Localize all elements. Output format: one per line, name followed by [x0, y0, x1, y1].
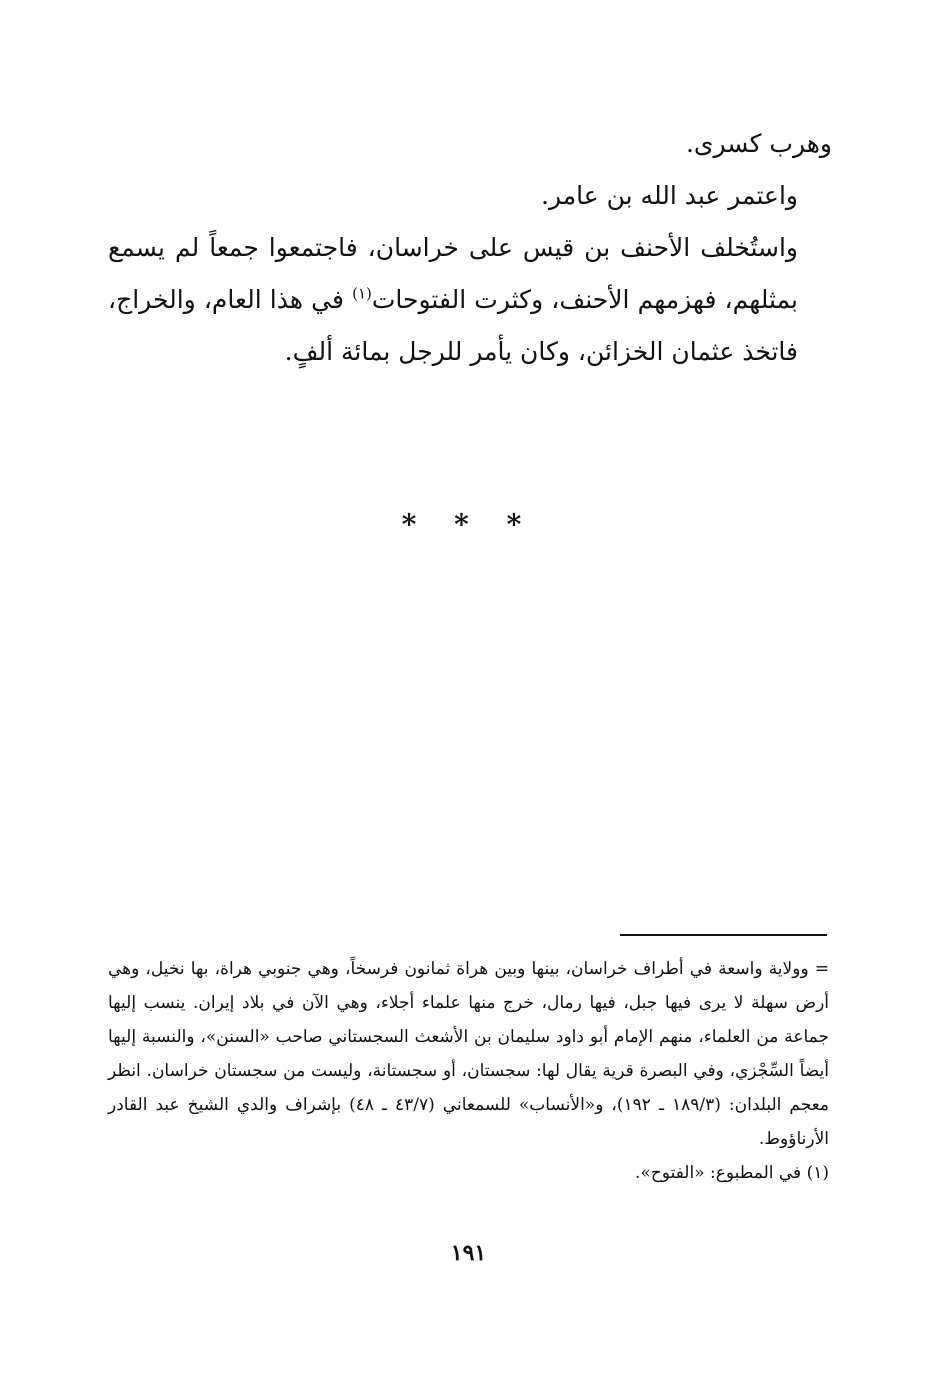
paragraph-1: وهرب كسرى.: [685, 129, 832, 158]
paragraph-3-part-1: واستُخلف الأحنف بن قيس على خراسان، فاجتمعوا جمعاً لم يسمع بمثلهم، فهزمهم الأحنف، وكثرت الفتوحات: [108, 233, 798, 314]
paragraph-2: واعتمر عبد الله بن عامر.: [541, 181, 798, 210]
paragraph-3-part-2: في هذا العام، والخراج، فاتخذ عثمان الخزائن، وكان يأمر للرجل بمائة ألفٍ.: [108, 285, 798, 366]
page-number: ١٩١: [450, 1240, 487, 1266]
footnote-divider: [620, 934, 827, 936]
section-separator: * * *: [401, 508, 536, 541]
footnote-1: (١) في المطبوع: «الفتوح».: [635, 1163, 829, 1183]
main-text: [108, 118, 832, 378]
footnote-continuation: = وولاية واسعة في أطراف خراسان، بينها وبين هراة ثمانون فرسخاً، وهي جنوبي هراة، بها نخيل، وهي أرض سهلة لا يرى فيها جبل، فيها رمال، خرج منها علماء أجلاء، وهي الآن في بلاد إيران. ينسب إليها جماعة من العلماء، منهم الإمام أبو داود سليمان بن الأشعث السجستاني صاحب «السنن»، والنسبة إليها أيضاً السِّجْزي، وفي البصرة قرية يقال لها: سجستان، أو سجستانة، وليست من سجستان خراسان. انظر معجم البلدان: (١٨٩/٣ ـ ١٩٢)، و«الأنساب» للسمعاني (٤٣/٧ ـ ٤٨) بإشراف والدي الشيخ عبد القادر الأرناؤوط.: [108, 959, 830, 1149]
footnotes: [108, 952, 829, 1190]
footnote-marker[interactable]: (١): [352, 284, 372, 303]
paragraph-3: [108, 222, 832, 378]
